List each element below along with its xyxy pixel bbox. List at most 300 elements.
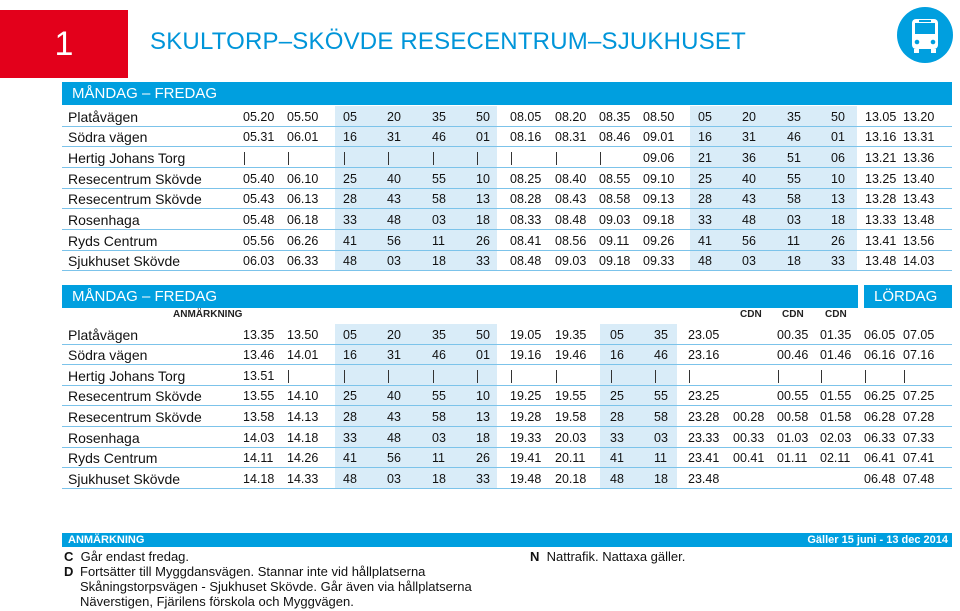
departure-time: 18 [432,254,446,268]
row-divider [62,447,952,448]
table2-header-saturday: LÖRDAG [864,285,952,308]
departure-time: 08.50 [643,110,675,124]
departure-time: 33 [831,254,845,268]
table1-header: MÅNDAG – FREDAG [62,82,952,105]
row-divider [62,167,952,168]
departure-time: 08.46 [599,130,631,144]
departure-time: 33 [698,213,712,227]
departure-time: 13.21 [865,151,897,165]
departure-time: 01.58 [820,410,852,424]
departure-time: 40 [742,172,756,186]
passes-without-stop [556,370,557,383]
departure-time: 13 [476,192,490,206]
departure-time: 28 [698,192,712,206]
departure-time: 18 [476,213,490,227]
departure-time: 11 [432,234,445,248]
departure-time: 14.13 [287,410,319,424]
departure-time: 08.48 [555,213,587,227]
departure-time: 06.41 [864,451,896,465]
departure-time: 31 [387,130,401,144]
departure-time: 06.26 [287,234,319,248]
departure-time: 20 [742,110,756,124]
departure-time: 35 [787,110,801,124]
departure-time: 19.58 [555,410,587,424]
note-d-line: Näverstigen, Fjärilens förskola och Myggvägen. [80,594,354,609]
departure-time: 33 [343,431,357,445]
departure-time: 40 [387,172,401,186]
departure-time: 13.56 [903,234,935,248]
departure-time: 06.03 [243,254,275,268]
stop-name: Hertig Johans Torg [68,150,186,166]
column-band [335,324,497,489]
departure-time: 21 [698,151,712,165]
departure-time: 09.18 [599,254,631,268]
departure-time: 23.25 [688,389,720,403]
departure-time: 06 [831,151,845,165]
stop-name: Södra vägen [68,129,148,145]
row-divider [62,208,952,209]
departure-time: 55 [432,172,446,186]
departure-time: 33 [343,213,357,227]
departure-time: 01.11 [777,451,808,465]
note-n [530,549,685,564]
departure-time: 26 [476,234,490,248]
departure-time: 09.03 [599,213,631,227]
row-divider [62,126,952,127]
departure-time: 06.10 [287,172,319,186]
departure-time: 06.01 [287,130,319,144]
note-c-text: Går endast fredag. [80,549,190,564]
departure-time: 08.28 [510,192,542,206]
departure-time: 09.03 [555,254,587,268]
departure-time: 55 [787,172,801,186]
departure-time: 46 [654,348,668,362]
column-note: CDN [782,309,804,320]
departure-time: 40 [387,389,401,403]
departure-time: 13.40 [903,172,935,186]
departure-time: 13.16 [865,130,897,144]
passes-without-stop [611,370,612,383]
departure-time: 31 [387,348,401,362]
departure-time: 06.05 [864,328,896,342]
departure-time: 41 [343,451,357,465]
departure-time: 50 [476,110,490,124]
departure-time: 00.33 [733,431,765,445]
passes-without-stop [344,152,345,165]
passes-without-stop [388,152,389,165]
row-divider [62,188,952,189]
stop-name: Platåvägen [68,327,139,343]
departure-time: 20.18 [555,472,587,486]
departure-time: 19.25 [510,389,542,403]
departure-time: 18 [831,213,845,227]
departure-time: 28 [343,410,357,424]
departure-time: 06.16 [864,348,896,362]
departure-time: 14.18 [243,472,275,486]
note-d-line: Skåningstorpsvägen - Sjukhuset Skövde. Går även via hållplatserna [80,579,472,594]
departure-time: 13.51 [243,369,275,383]
departure-time: 18 [476,431,490,445]
departure-time: 25 [343,389,357,403]
stop-name: Hertig Johans Torg [68,368,186,384]
departure-time: 23.33 [688,431,720,445]
departure-time: 23.48 [688,472,720,486]
departure-time: 14.26 [287,451,319,465]
departure-time: 00.35 [777,328,809,342]
row-divider [62,270,952,271]
departure-time: 36 [742,151,756,165]
departure-time: 13.36 [903,151,935,165]
departure-time: 25 [343,172,357,186]
departure-time: 10 [476,172,490,186]
departure-time: 03 [432,431,446,445]
notes-label: ANMÄRKNING [173,309,243,320]
departure-time: 00.28 [733,410,765,424]
departure-time: 48 [343,472,357,486]
departure-time: 08.40 [555,172,587,186]
departure-time: 56 [742,234,756,248]
departure-time: 05.20 [243,110,275,124]
departure-time: 48 [610,472,624,486]
departure-time: 01.35 [820,328,852,342]
departure-time: 13.55 [243,389,275,403]
departure-time: 13.25 [865,172,897,186]
departure-time: 25 [610,389,624,403]
departure-time: 56 [387,451,401,465]
departure-time: 05 [610,328,624,342]
row-divider [62,467,952,468]
note-c [64,549,189,564]
departure-time: 08.16 [510,130,542,144]
column-note: CDN [740,309,762,320]
row-divider [62,385,952,386]
departure-time: 07.16 [903,348,935,362]
departure-time: 05.43 [243,192,275,206]
footer-bar [62,533,952,547]
passes-without-stop [477,152,478,165]
departure-time: 55 [432,389,446,403]
passes-without-stop [433,152,434,165]
departure-time: 10 [476,389,490,403]
departure-time: 05 [343,328,357,342]
departure-time: 02.03 [820,431,852,445]
departure-time: 14.01 [287,348,319,362]
passes-without-stop [556,152,557,165]
departure-time: 10 [831,172,845,186]
departure-time: 07.41 [903,451,935,465]
departure-time: 58 [787,192,801,206]
stop-name: Resecentrum Skövde [68,388,202,404]
departure-time: 20 [387,328,401,342]
departure-time: 19.46 [555,348,587,362]
departure-time: 50 [476,328,490,342]
departure-time: 08.48 [510,254,542,268]
departure-time: 06.48 [864,472,896,486]
note-n-text: Nattrafik. Nattaxa gäller. [546,549,686,564]
note-c-code: C [64,549,74,564]
passes-without-stop [288,152,289,165]
departure-time: 08.33 [510,213,542,227]
departure-time: 13.20 [903,110,935,124]
departure-time: 19.28 [510,410,542,424]
departure-time: 05.40 [243,172,275,186]
passes-without-stop [388,370,389,383]
departure-time: 19.35 [555,328,587,342]
passes-without-stop [433,370,434,383]
row-divider [62,146,952,147]
departure-time: 01 [476,130,490,144]
departure-time: 20.03 [555,431,587,445]
departure-time: 48 [387,431,401,445]
departure-time: 48 [387,213,401,227]
departure-time: 18 [654,472,668,486]
departure-time: 11 [432,451,445,465]
footer-label: ANMÄRKNING [68,534,145,546]
departure-time: 01.03 [777,431,809,445]
departure-time: 07.33 [903,431,935,445]
stop-name: Sjukhuset Skövde [68,253,181,269]
departure-time: 19.05 [510,328,542,342]
passes-without-stop [778,370,779,383]
departure-time: 13.28 [865,192,897,206]
departure-time: 08.58 [599,192,631,206]
departure-time: 09.11 [599,234,630,248]
departure-time: 58 [654,410,668,424]
departure-time: 41 [698,234,712,248]
departure-time: 18 [432,472,446,486]
departure-time: 56 [387,234,401,248]
departure-time: 05.48 [243,213,275,227]
departure-time: 14.33 [287,472,319,486]
departure-time: 51 [787,151,801,165]
validity: Gäller 15 juni - 13 dec 2014 [807,534,948,546]
departure-time: 05.50 [287,110,319,124]
departure-time: 35 [432,328,446,342]
departure-time: 23.41 [688,451,720,465]
departure-time: 23.28 [688,410,720,424]
departure-time: 08.20 [555,110,587,124]
departure-time: 16 [698,130,712,144]
row-divider [62,426,952,427]
departure-time: 13.46 [243,348,275,362]
departure-time: 01.46 [820,348,852,362]
stop-name: Resecentrum Skövde [68,191,202,207]
departure-time: 13.48 [865,254,897,268]
departure-time: 33 [610,431,624,445]
departure-time: 35 [654,328,668,342]
departure-time: 14.18 [287,431,319,445]
passes-without-stop [244,152,245,165]
departure-time: 07.25 [903,389,935,403]
departure-time: 09.33 [643,254,675,268]
row-divider [62,229,952,230]
row-divider [62,488,952,489]
stop-name: Rosenhaga [68,430,140,446]
departure-time: 02.11 [820,451,851,465]
departure-time: 43 [742,192,756,206]
departure-time: 48 [343,254,357,268]
departure-time: 06.28 [864,410,896,424]
departure-time: 11 [787,234,800,248]
departure-time: 09.26 [643,234,675,248]
departure-time: 01 [831,130,845,144]
note-d-code: D [64,564,74,579]
departure-time: 50 [831,110,845,124]
departure-time: 46 [432,348,446,362]
passes-without-stop [600,152,601,165]
departure-time: 00.41 [733,451,765,465]
departure-time: 08.31 [555,130,587,144]
departure-time: 18 [787,254,801,268]
departure-time: 13.33 [865,213,897,227]
departure-time: 05.56 [243,234,275,248]
departure-time: 06.33 [864,431,896,445]
departure-time: 13 [831,192,845,206]
departure-time: 00.46 [777,348,809,362]
departure-time: 19.16 [510,348,542,362]
departure-time: 58 [432,410,446,424]
note-d-line: Fortsätter till Myggdansvägen. Stannar inte vid hållplatserna [80,564,426,579]
departure-time: 03 [742,254,756,268]
departure-time: 19.33 [510,431,542,445]
departure-time: 31 [742,130,756,144]
departure-time: 03 [432,213,446,227]
departure-time: 07.05 [903,328,935,342]
stop-name: Södra vägen [68,347,148,363]
passes-without-stop [821,370,822,383]
page-title: SKULTORP–SKÖVDE RESECENTRUM–SJUKHUSET [150,28,746,55]
departure-time: 14.10 [287,389,319,403]
note-d [64,564,472,609]
departure-time: 23.16 [688,348,720,362]
departure-time: 00.58 [777,410,809,424]
departure-time: 08.35 [599,110,631,124]
departure-time: 46 [787,130,801,144]
departure-time: 13.50 [287,328,319,342]
departure-time: 09.10 [643,172,675,186]
bus-icon [896,6,954,64]
passes-without-stop [511,152,512,165]
stop-name: Resecentrum Skövde [68,409,202,425]
departure-time: 13.41 [865,234,897,248]
departure-time: 46 [432,130,446,144]
stop-name: Ryds Centrum [68,450,158,466]
departure-time: 28 [610,410,624,424]
departure-time: 13 [476,410,490,424]
departure-time: 28 [343,192,357,206]
stop-name: Rosenhaga [68,212,140,228]
departure-time: 14.03 [243,431,275,445]
departure-time: 08.25 [510,172,542,186]
route-number: 1 [0,10,128,78]
departure-time: 09.13 [643,192,675,206]
departure-time: 05 [698,110,712,124]
table2-header-weekday: MÅNDAG – FREDAG [62,285,858,308]
row-divider [62,405,952,406]
departure-time: 08.56 [555,234,587,248]
departure-time: 58 [432,192,446,206]
departure-time: 33 [476,472,490,486]
departure-time: 25 [698,172,712,186]
departure-time: 14.11 [243,451,274,465]
departure-time: 35 [432,110,446,124]
departure-time: 19.48 [510,472,542,486]
passes-without-stop [865,370,866,383]
departure-time: 13.05 [865,110,897,124]
departure-time: 20.11 [555,451,586,465]
departure-time: 23.05 [688,328,720,342]
departure-time: 14.03 [903,254,935,268]
departure-time: 08.41 [510,234,542,248]
departure-time: 16 [343,130,357,144]
departure-time: 01.55 [820,389,852,403]
departure-time: 16 [343,348,357,362]
departure-time: 03 [387,254,401,268]
stop-name: Sjukhuset Skövde [68,471,181,487]
departure-time: 06.25 [864,389,896,403]
departure-time: 11 [654,451,667,465]
row-divider [62,364,952,365]
departure-time: 03 [654,431,668,445]
departure-time: 06.18 [287,213,319,227]
departure-time: 43 [387,410,401,424]
departure-time: 13.35 [243,328,275,342]
departure-time: 08.43 [555,192,587,206]
departure-time: 13.58 [243,410,275,424]
row-divider [62,250,952,251]
departure-time: 13.43 [903,192,935,206]
passes-without-stop [904,370,905,383]
departure-time: 09.06 [643,151,675,165]
departure-time: 13.48 [903,213,935,227]
departure-time: 13.31 [903,130,935,144]
departure-time: 07.48 [903,472,935,486]
departure-time: 55 [654,389,668,403]
departure-time: 09.01 [643,130,675,144]
departure-time: 00.55 [777,389,809,403]
departure-time: 33 [476,254,490,268]
column-note: CDN [825,309,847,320]
departure-time: 01 [476,348,490,362]
departure-time: 07.28 [903,410,935,424]
stop-name: Ryds Centrum [68,233,158,249]
passes-without-stop [344,370,345,383]
passes-without-stop [288,370,289,383]
departure-time: 03 [787,213,801,227]
departure-time: 08.05 [510,110,542,124]
departure-time: 26 [476,451,490,465]
departure-time: 43 [387,192,401,206]
departure-time: 48 [698,254,712,268]
stop-name: Platåvägen [68,109,139,125]
departure-time: 06.33 [287,254,319,268]
departure-time: 26 [831,234,845,248]
departure-time: 20 [387,110,401,124]
departure-time: 41 [343,234,357,248]
departure-time: 08.55 [599,172,631,186]
departure-time: 09.18 [643,213,675,227]
stop-name: Resecentrum Skövde [68,171,202,187]
departure-time: 48 [742,213,756,227]
departure-time: 05 [343,110,357,124]
note-n-code: N [530,549,540,564]
passes-without-stop [655,370,656,383]
passes-without-stop [689,370,690,383]
passes-without-stop [477,370,478,383]
departure-time: 19.55 [555,389,587,403]
departure-time: 41 [610,451,624,465]
departure-time: 05.31 [243,130,275,144]
